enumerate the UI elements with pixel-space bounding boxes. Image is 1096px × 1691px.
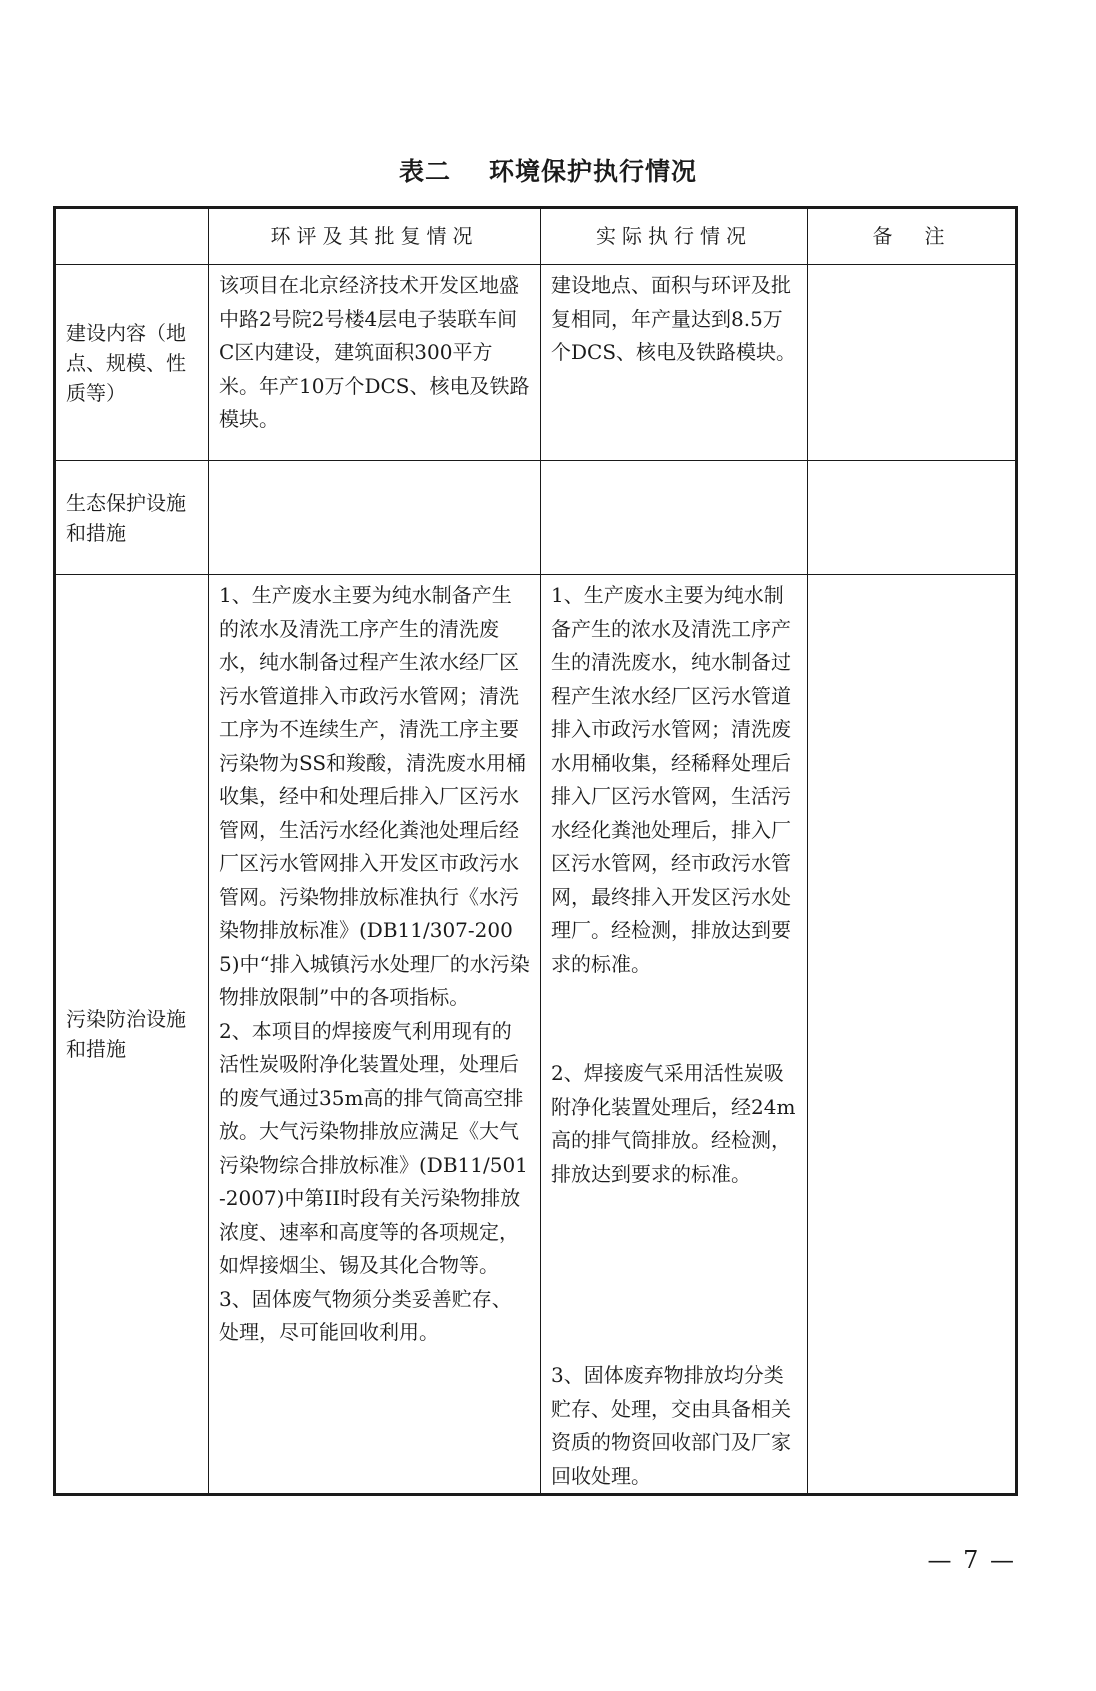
header-actual: 实际执行情况 [541, 208, 808, 265]
row-construction [55, 265, 1017, 461]
pollution-eia-cell [209, 575, 541, 1495]
ecology-actual-text [541, 461, 808, 575]
pollution-actual-item-2: 2、焊接废气采用活性炭吸附净化装置处理后，经24m高的排气筒排放。经检测，排放达到要求的标准。 [551, 1061, 796, 1186]
pollution-eia-item-3: 3、固体废气物须分类妥善贮存、处理，尽可能回收利用。 [219, 1286, 512, 1344]
row-pollution [55, 575, 1017, 1495]
pollution-eia-item-1: 1、生产废水主要为纯水制备产生的浓水及清洗工序产生的清洗废水，纯水制备过程产生浓水经厂区污水管道排入市政污水管网；清洗工序为不连续生产，清洗工序主要污染物为SS和羧酸，清洗废水用桶收集，经中和处理后排入厂区污水管网，生活污水经化粪池处理后经厂区污水管网排入开发区市政污水管网。污染物排放标准执行《水污染物排放标准》(DB11/307-2005)中“排入城镇污水处理厂的水污染物排放限制”中的各项指标。 [219, 583, 530, 1009]
title-table-number: 表二 [398, 157, 451, 186]
pollution-eia-item-2: 2、本项目的焊接废气利用现有的活性炭吸附净化装置处理，处理后的废气通过35m高的排气筒高空排放。大气污染物排放应满足《大气污染物综合排放标准》(DB11/501-2007)中第II时段有关污染物排放浓度、速率和高度等的各项规定，如焊接烟尘、锡及其化合物等。 [219, 1018, 528, 1277]
header-eia: 环评及其批复情况 [209, 208, 541, 265]
page-title [0, 152, 1096, 188]
environment-protection-table [53, 206, 1018, 1496]
table-header-row [55, 208, 1017, 265]
row-label-construction: 建设内容（地点、规模、性质等） [55, 265, 209, 461]
ecology-note [808, 461, 1017, 575]
row-label-ecology: 生态保护设施和措施 [55, 461, 209, 575]
row-ecology [55, 461, 1017, 575]
construction-note [808, 265, 1017, 461]
pollution-actual-item-1: 1、生产废水主要为纯水制备产生的浓水及清洗工序产生的清洗废水，纯水制备过程产生浓水经厂区污水管道排入市政污水管网；清洗废水用桶收集，经稀释处理后排入厂区污水管网，生活污水经化粪池处理后，排入厂区污水管网，经市政污水管网，最终排入开发区污水处理厂。经检测，排放达到要求的标准。 [551, 583, 791, 976]
title-text: 环境保护执行情况 [489, 157, 698, 186]
construction-eia-text: 该项目在北京经济技术开发区地盛中路2号院2号楼4层电子装联车间C区内建设，建筑面积300平方米。年产10万个DCS、核电及铁路模块。 [209, 265, 541, 461]
construction-actual-text: 建设地点、面积与环评及批复相同，年产量达到8.5万个DCS、核电及铁路模块。 [541, 265, 808, 461]
pollution-actual-item-3: 3、固体废弃物排放均分类贮存、处理，交由具备相关资质的物资回收部门及厂家回收处理。 [551, 1363, 791, 1488]
pollution-actual-cell [541, 575, 808, 1495]
ecology-eia-text [209, 461, 541, 575]
pollution-note [808, 575, 1017, 1495]
page-number: — 7 — [927, 1546, 1016, 1574]
header-note: 备 注 [808, 208, 1017, 265]
row-label-pollution: 污染防治设施和措施 [55, 575, 209, 1495]
header-empty-cell [55, 208, 209, 265]
